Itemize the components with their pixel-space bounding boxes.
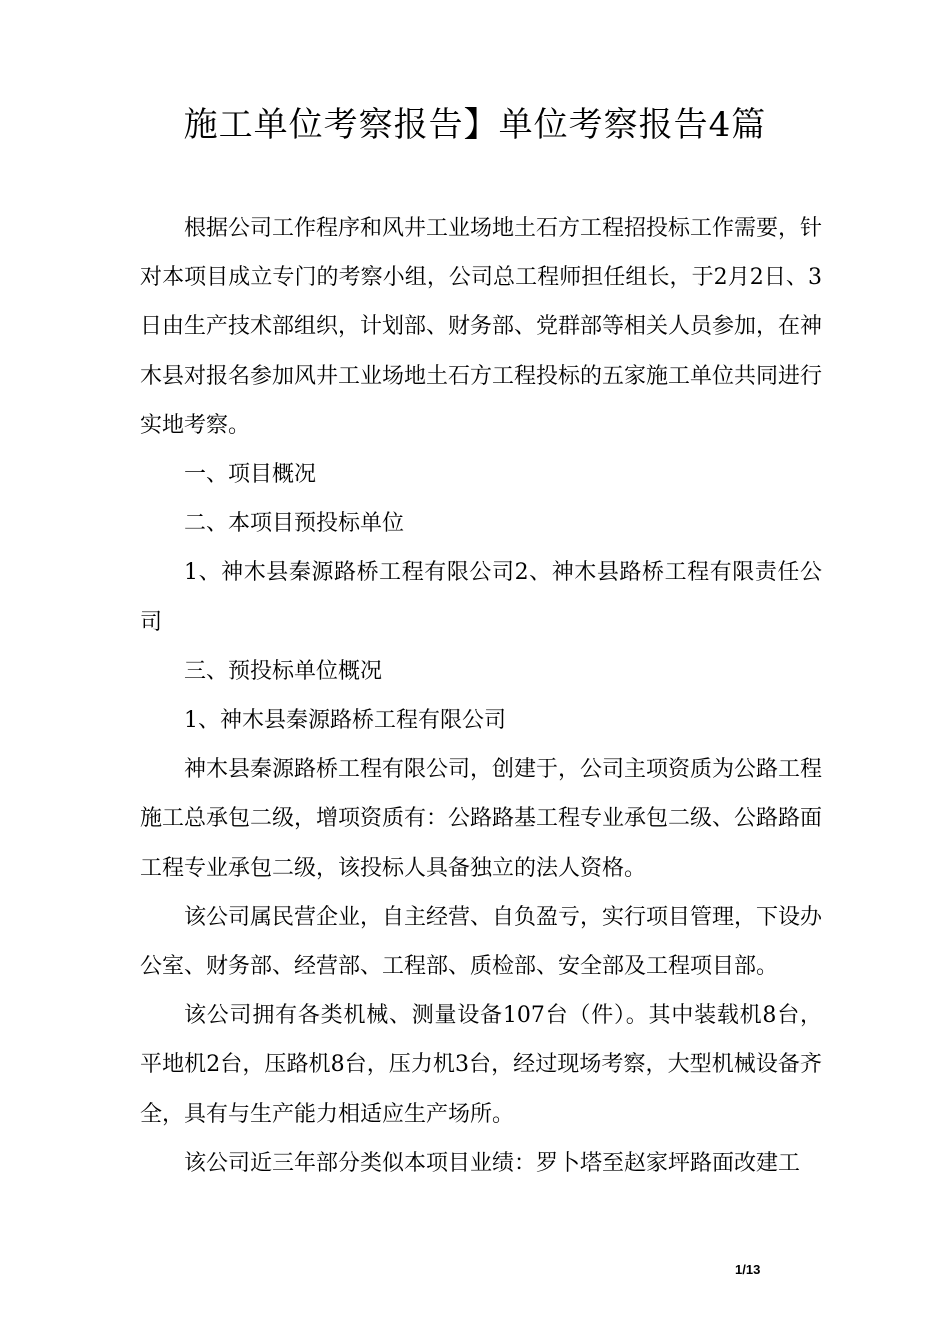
- subheading-qinyuan-company: 1、神木县秦源路桥工程有限公司: [184, 708, 506, 734]
- paragraph-intro: 根据公司工作程序和风井工业场地土石方工程招投标工作需要，针对本项目成立专门的考察小组，公司总工程师担任组长，于2月2日、3日由生产技术部组织，计划部、财务部、党群部等相关人员参加，在神木县对报名参加风井工业场地土石方工程投标的五家施工单位共同进行实地考察。: [140, 216, 823, 438]
- paragraph-company-equipment: 该公司拥有各类机械、测量设备107台（件）。其中装载机8台，平地机2台，压路机8台，压力机3台，经过现场考察，大型机械设备齐全，具有与生产能力相适应生产场所。: [140, 1003, 822, 1127]
- heading-pre-bidders: 二、本项目预投标单位: [184, 511, 405, 537]
- document-body: [140, 204, 822, 1188]
- heading-project-overview: 一、项目概况: [184, 462, 317, 488]
- paragraph-bidder-list: 1、神木县秦源路桥工程有限公司2、神木县路桥工程有限责任公司: [140, 560, 822, 635]
- paragraph-company-qualification: 神木县秦源路桥工程有限公司，创建于，公司主项资质为公路工程施工总承包二级，增项资质有：公路路基工程专业承包二级、公路路面工程专业承包二级，该投标人具备独立的法人资格。: [140, 757, 823, 881]
- document-title: 施工单位考察报告】单位考察报告4篇: [183, 105, 767, 145]
- paragraph-company-performance: 该公司近三年部分类似本项目业绩：罗卜塔至赵家坪路面改建工: [184, 1150, 801, 1176]
- heading-bidder-overview: 三、预投标单位概况: [184, 658, 383, 684]
- page-number: 1/13: [735, 1262, 761, 1277]
- paragraph-company-structure: 该公司属民营企业，自主经营、自负盈亏，实行项目管理，下设办公室、财务部、经营部、工程部、质检部、安全部及工程项目部。: [140, 904, 823, 980]
